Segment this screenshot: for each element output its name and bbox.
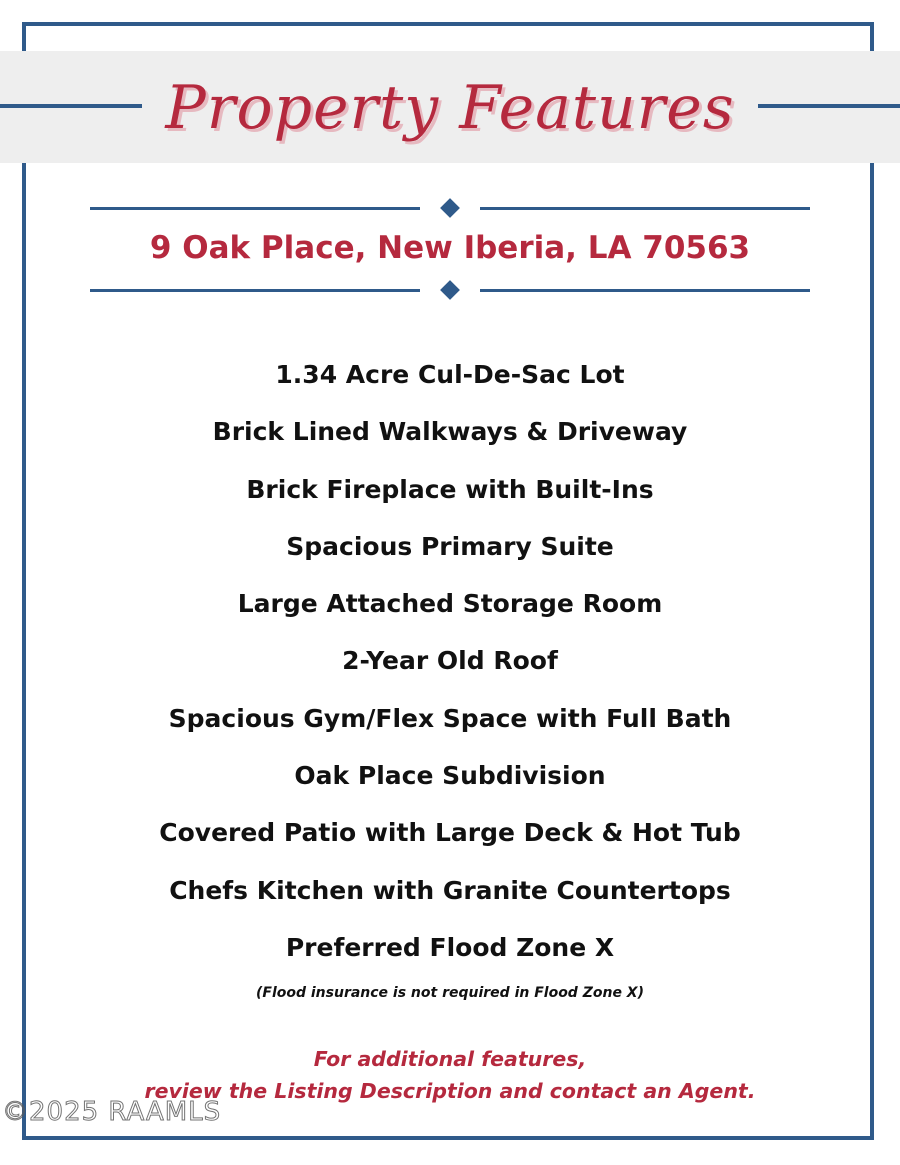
feature-item: Large Attached Storage Room [237,589,663,619]
feature-item: Chefs Kitchen with Granite Countertops [169,875,731,905]
feature-item: Spacious Gym/Flex Space with Full Bath [168,703,732,733]
feature-item: Brick Lined Walkways & Driveway [212,417,688,447]
feature-list [0,346,900,976]
feature-item: Spacious Primary Suite [286,531,614,561]
feature-item: Covered Patio with Large Deck & Hot Tub [159,818,741,848]
feature-item: Preferred Flood Zone X [285,932,615,962]
divider-top-right [480,207,810,210]
cta-line-2: review the Listing Description and contact an Agent. [144,1079,756,1103]
header-rule-left [0,104,142,108]
flood-note: (Flood insurance is not required in Flood Zone X) [255,985,644,1001]
page-title: Property Features [165,73,735,143]
property-address: 9 Oak Place, New Iberia, LA 70563 [149,230,751,266]
divider-top-left [90,207,420,210]
feature-item: Brick Fireplace with Built-Ins [246,474,654,504]
header-rule-right [758,104,900,108]
feature-item: Oak Place Subdivision [294,761,606,791]
divider-bottom-right [480,289,810,292]
feature-item: 1.34 Acre Cul-De-Sac Lot [275,360,625,389]
divider-bottom-left [90,289,420,292]
feature-item: 2-Year Old Roof [342,646,558,676]
copyright-watermark: ©2025 RAAMLS [2,1097,222,1127]
cta-line-1: For additional features, [313,1047,587,1071]
